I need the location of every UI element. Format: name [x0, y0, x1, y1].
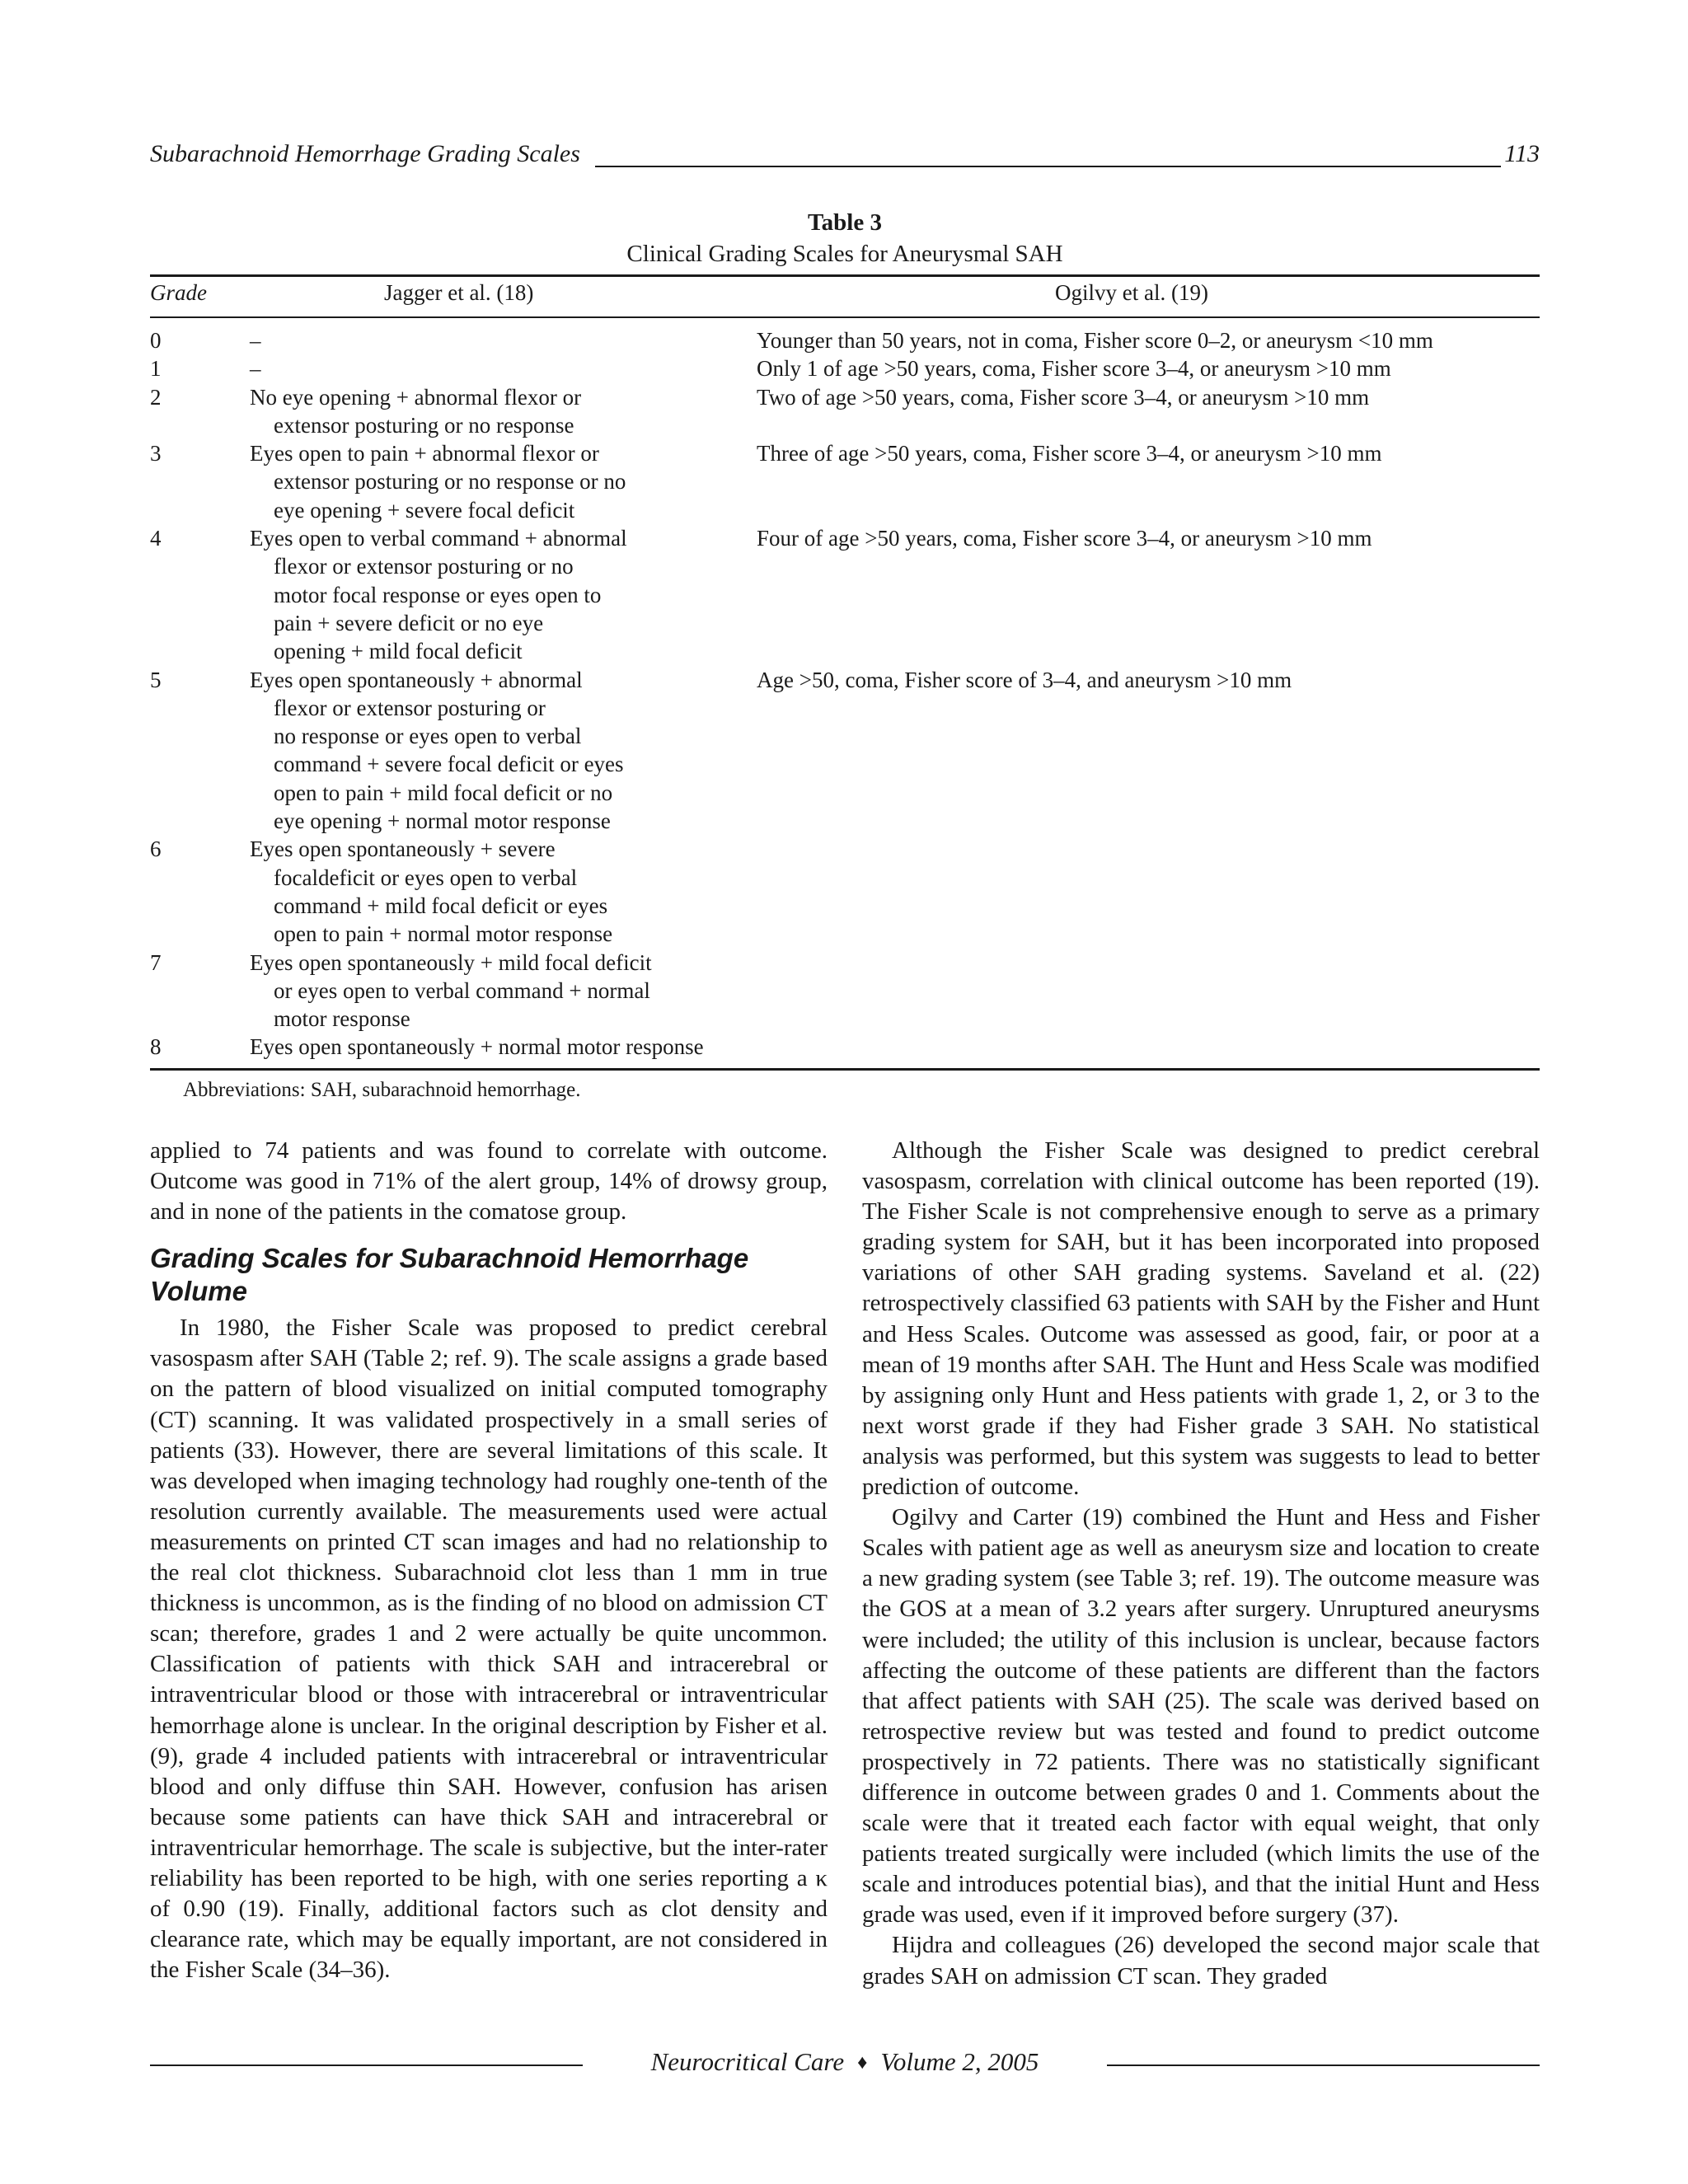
jagger-cell — [250, 326, 757, 354]
jagger-line: motor focal response or eyes open to — [274, 582, 602, 607]
jagger-line: No eye opening + abnormal flexor or — [250, 384, 582, 410]
jagger-line: motor response — [274, 1006, 410, 1032]
jagger-cell — [250, 1033, 757, 1061]
grade-cell: 3 — [150, 441, 162, 466]
jagger-line: open to pain + normal motor response — [274, 921, 613, 947]
ogilvy-cell: Four of age >50 years, coma, Fisher score 3–4, or aneurysm >10 mm — [757, 526, 1372, 551]
jagger-line: no response or eyes open to verbal — [274, 724, 582, 749]
ogilvy-cell: Younger than 50 years, not in coma, Fisher score 0–2, or aneurysm <10 mm — [757, 328, 1433, 353]
grade-cell: 8 — [150, 1034, 162, 1060]
table-row — [150, 835, 1540, 948]
jagger-line: Eyes open spontaneously + severe — [250, 837, 556, 862]
left-column — [150, 1136, 828, 1985]
table-row — [150, 383, 1540, 440]
grade-cell: 6 — [150, 837, 162, 862]
jagger-line: – — [250, 328, 261, 353]
grade-cell: 2 — [150, 384, 162, 410]
table-bottom-rule — [150, 1068, 1540, 1071]
footer-volume: Volume 2, 2005 — [880, 2047, 1039, 2076]
left-paragraph-2: In 1980, the Fisher Scale was proposed to predict cerebral vasospasm after SAH (Table 2; ref. 9). The scale assigns a grade based on the pattern of blood visualized on initial computed tomography (CT) scanning. It was validated prospectively in a small series of patients (33). However, there are several limitations of this scale. It was developed when imaging technology had roughly one-tenth of the resolution currently available. The measurements used were actual measurements on printed CT scan images and had no relationship to the real clot thickness. Subarachnoid clot less than 1 mm in true thickness is uncommon, as is the finding of no blood on admission CT scan; therefore, grades 1 and 2 were actually be quite uncommon. Classification of patients with thick SAH and intracerebral or intraventricular blood or those with intracerebral or intraventricular hemorrhage alone is unclear. In the original description by Fisher et al. (9), grade 4 included patients with intracerebral or intraventricular blood and only diffuse thin SAH. However, confusion has arisen because some patients can have thick SAH and intracerebral or intraventricular hemorrhage. The scale is subjective, but the inter-rater reliability has been reported to be high, with one series reporting a κ of 0.90 (19). Finally, additional factors such as clot density and clearance rate, which may be equally important, are not considered in the Fisher Scale (34–36). — [150, 1315, 828, 1984]
grade-cell: 1 — [150, 356, 162, 382]
jagger-line: Eyes open spontaneously + normal motor response — [250, 1034, 704, 1060]
footer-text — [150, 2047, 1540, 2077]
grade-cell: 0 — [150, 328, 162, 353]
page-number: 113 — [1501, 140, 1540, 168]
ogilvy-cell: Two of age >50 years, coma, Fisher score 3–4, or aneurysm >10 mm — [757, 384, 1370, 410]
section-heading: Grading Scales for Subarachnoid Hemorrhage Volume — [150, 1243, 749, 1307]
table-row — [150, 1033, 1540, 1061]
grade-cell: 5 — [150, 667, 162, 692]
jagger-cell — [250, 354, 757, 382]
column-header-grade: Grade — [150, 280, 207, 305]
jagger-line: extensor posturing or no response or no — [274, 469, 626, 494]
ogilvy-cell — [757, 1033, 1540, 1061]
footer-journal: Neurocritical Care — [650, 2047, 845, 2076]
column-header-ogilvy: Ogilvy et al. (19) — [1055, 280, 1208, 305]
jagger-cell — [250, 949, 757, 1033]
jagger-line: Eyes open spontaneously + abnormal — [250, 667, 583, 692]
column-header-jagger: Jagger et al. (18) — [384, 280, 534, 305]
ogilvy-cell — [757, 949, 1540, 1033]
jagger-line: flexor or extensor posturing or — [274, 695, 546, 720]
table-top-rule — [150, 274, 1540, 277]
table-number: Table 3 — [808, 209, 882, 236]
jagger-line: opening + mild focal deficit — [274, 639, 523, 664]
grade-cell: 7 — [150, 949, 162, 975]
table-row — [150, 524, 1540, 665]
table-title: Clinical Grading Scales for Aneurysmal SAH — [626, 241, 1063, 267]
jagger-line: focaldeficit or eyes open to verbal — [274, 865, 578, 890]
running-header-title: Subarachnoid Hemorrhage Grading Scales — [150, 140, 595, 168]
jagger-cell — [250, 383, 757, 440]
jagger-line: – — [250, 356, 261, 382]
table-row — [150, 666, 1540, 836]
footer-rule-right — [1107, 2064, 1540, 2066]
jagger-line: flexor or extensor posturing or no — [274, 554, 574, 579]
right-paragraph-3: Hijdra and colleagues (26) developed the second major scale that grades SAH on admission CT scan. They graded — [862, 1932, 1540, 1990]
jagger-line: extensor posturing or no response — [274, 412, 574, 438]
table-row — [150, 439, 1540, 524]
grade-cell: 4 — [150, 526, 162, 551]
table-row — [150, 326, 1540, 354]
running-header — [150, 140, 1540, 173]
jagger-line: command + mild focal deficit or eyes — [274, 893, 608, 918]
jagger-cell — [250, 666, 757, 836]
jagger-cell — [250, 439, 757, 524]
page-footer — [150, 2047, 1540, 2080]
table-footnote: Abbreviations: SAH, subarachnoid hemorrhage. — [183, 1079, 581, 1101]
ogilvy-cell: Only 1 of age >50 years, coma, Fisher score 3–4, or aneurysm >10 mm — [757, 356, 1391, 382]
jagger-cell — [250, 835, 757, 948]
jagger-cell — [250, 524, 757, 665]
right-column — [862, 1136, 1540, 1992]
jagger-line: Eyes open to verbal command + abnormal — [250, 526, 627, 551]
table-row — [150, 354, 1540, 382]
ogilvy-cell: Age >50, coma, Fisher score of 3–4, and aneurysm >10 mm — [757, 667, 1292, 692]
jagger-line: eye opening + normal motor response — [274, 808, 611, 834]
jagger-line: Eyes open spontaneously + mild focal deficit — [250, 949, 652, 975]
jagger-line: eye opening + severe focal deficit — [274, 497, 575, 523]
ogilvy-cell: Three of age >50 years, coma, Fisher score 3–4, or aneurysm >10 mm — [757, 441, 1382, 466]
jagger-line: Eyes open to pain + abnormal flexor or — [250, 441, 599, 466]
jagger-line: command + severe focal deficit or eyes — [274, 752, 624, 777]
ogilvy-cell — [757, 835, 1540, 948]
jagger-line: open to pain + mild focal deficit or no — [274, 780, 613, 805]
table-row — [150, 949, 1540, 1033]
jagger-line: or eyes open to verbal command + normal — [274, 977, 650, 1003]
left-paragraph-1: applied to 74 patients and was found to correlate with outcome. Outcome was good in 71% of the alert group, 14% of drowsy group, and in none of the patients in the comatose group. — [150, 1137, 828, 1226]
grading-table — [150, 326, 1540, 1062]
jagger-line: pain + severe deficit or no eye — [274, 610, 544, 635]
diamond-icon: ♦ — [857, 2052, 868, 2074]
table-header-rule — [150, 316, 1540, 318]
right-paragraph-1: Although the Fisher Scale was designed to predict cerebral vasospasm, correlation with clinical outcome has been reported (19). The Fisher Scale is not comprehensive enough to serve as a primary grading system for SAH, but it has been incorporated into proposed variations of other SAH grading systems. Saveland et al. (22) retrospectively classified 63 patients with SAH by the Fisher and Hunt and Hess Scales. Outcome was assessed as good, fair, or poor at a mean of 19 months after SAH. The Hunt and Hess Scale was modified by assigning only Hunt and Hess patients with grade 1, 2, or 3 to the next worst grade if they had Fisher grade 3 SAH. No statistical analysis was performed, but this system was suggests to lead to better prediction of outcome. — [862, 1137, 1540, 1501]
right-paragraph-2: Ogilvy and Carter (19) combined the Hunt and Hess and Fisher Scales with patient age as well as aneurysm size and location to create a new grading system (see Table 3; ref. 19). The outcome measure was the GOS at a mean of 3.2 years after surgery. Unruptured aneurysms were included; the utility of this inclusion is unclear, because factors affecting the outcome of these patients are different than the factors that affect patients with SAH (25). The scale was derived based on retrospective review but was tested and found to predict outcome prospectively in 72 patients. There was no statistically significant difference in outcome between grades 0 and 1. Comments about the scale were that it treated each factor with equal weight, that only patients treated surgically were included (which limits the use of the scale and introduces potential bias), and that the initial Hunt and Hess grade was used, even if it improved before surgery (37). — [862, 1504, 1540, 1929]
